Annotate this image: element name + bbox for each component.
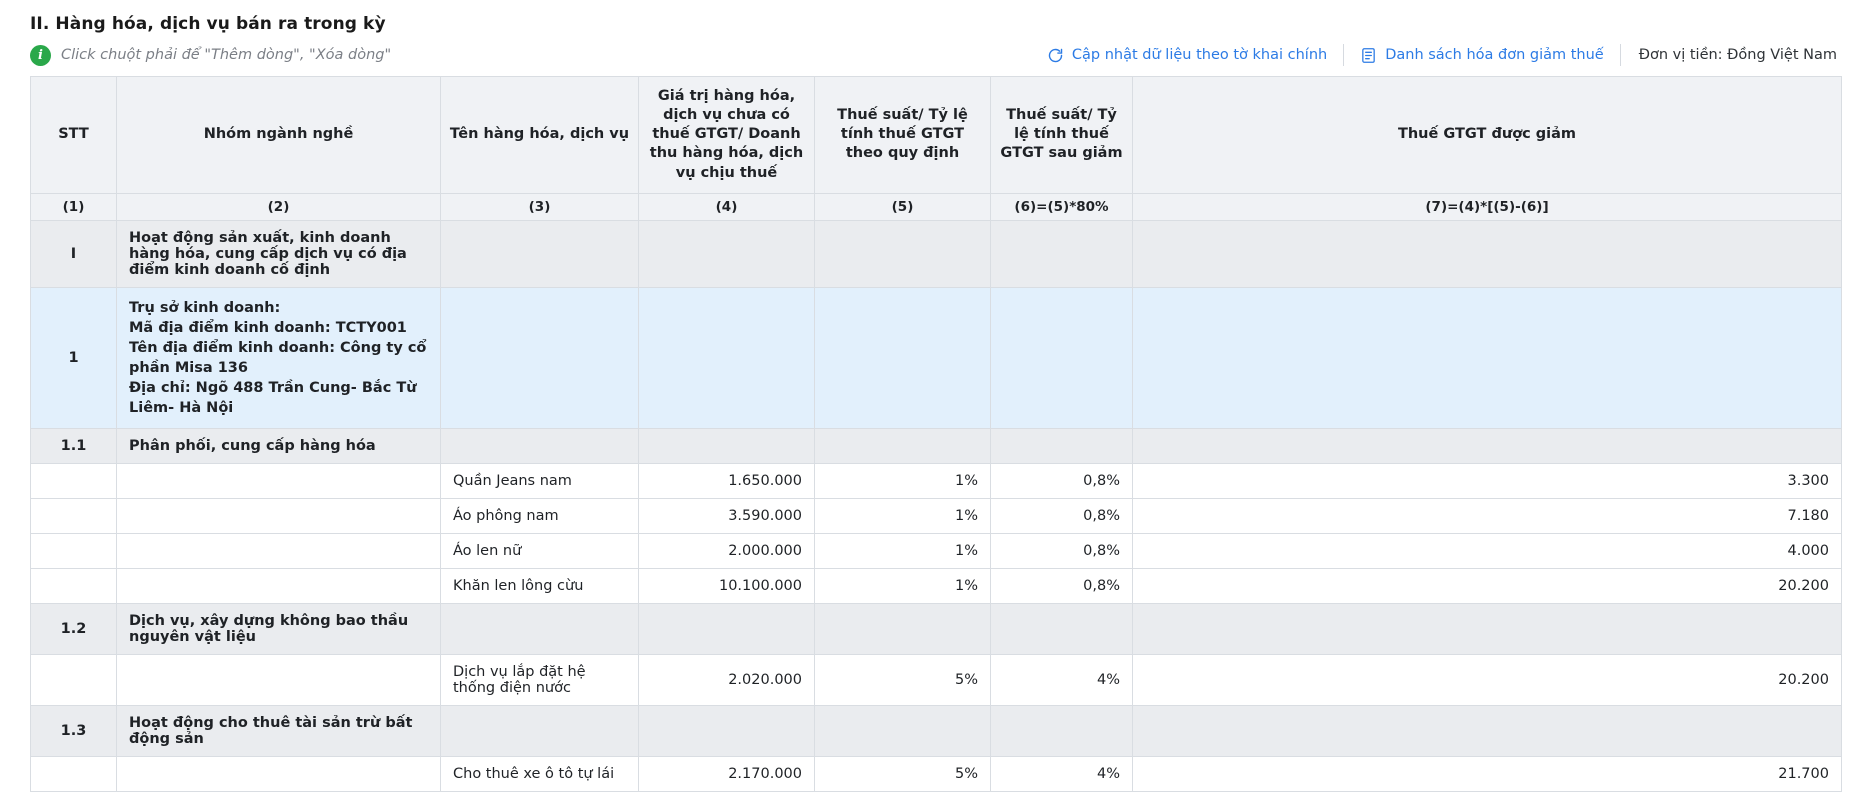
- page-title: II. Hàng hóa, dịch vụ bán ra trong kỳ: [30, 14, 386, 34]
- cell-ten-hang-hoa[interactable]: Khăn len lông cừu: [441, 568, 639, 603]
- cell-gia-tri[interactable]: 3.590.000: [639, 498, 815, 533]
- cell-nganh-nghe[interactable]: [117, 756, 441, 791]
- cell-gia-tri[interactable]: [639, 603, 815, 654]
- refresh-icon: [1047, 47, 1064, 64]
- currency-unit-label: Đơn vị tiền: Đồng Việt Nam: [1638, 47, 1837, 63]
- refresh-data-button[interactable]: [1031, 47, 1343, 64]
- colnum-6: (6)=(5)*80%: [991, 193, 1133, 220]
- col-header-thue-suat-quy-dinh: Thuế suất/ Tỷ lệ tính thuế GTGT theo quy định: [815, 77, 991, 194]
- hint-block: [30, 45, 391, 66]
- table-row[interactable]: [31, 498, 1842, 533]
- cell-thue-gtgt-duoc-giam[interactable]: [1133, 603, 1842, 654]
- cell-thue-suat-sau-giam[interactable]: 0,8%: [991, 498, 1133, 533]
- toolbar-actions: [1031, 44, 1837, 66]
- cell-thue-suat-quy-dinh[interactable]: 1%: [815, 498, 991, 533]
- cell-stt[interactable]: 1.2: [31, 603, 117, 654]
- cell-thue-suat-quy-dinh[interactable]: 5%: [815, 756, 991, 791]
- col-header-gia-tri: Giá trị hàng hóa, dịch vụ chưa có thuế GTGT/ Doanh thu hàng hóa, dịch vụ chịu thuế: [639, 77, 815, 194]
- cell-thue-gtgt-duoc-giam[interactable]: 20.200: [1133, 654, 1842, 705]
- cell-nganh-nghe[interactable]: [117, 463, 441, 498]
- cell-stt[interactable]: [31, 533, 117, 568]
- invoice-list-button[interactable]: [1344, 47, 1620, 64]
- toolbar: [0, 40, 1863, 76]
- cell-thue-gtgt-duoc-giam[interactable]: 20.200: [1133, 568, 1842, 603]
- cell-nganh-nghe[interactable]: [117, 533, 441, 568]
- cell-thue-suat-sau-giam[interactable]: [991, 287, 1133, 428]
- table-row[interactable]: [31, 603, 1842, 654]
- cell-ten-hang-hoa[interactable]: Quần Jeans nam: [441, 463, 639, 498]
- cell-thue-gtgt-duoc-giam[interactable]: [1133, 705, 1842, 756]
- cell-thue-suat-quy-dinh[interactable]: [815, 705, 991, 756]
- cell-thue-suat-quy-dinh[interactable]: 1%: [815, 463, 991, 498]
- table-body: [31, 193, 1842, 791]
- cell-stt[interactable]: 1.1: [31, 428, 117, 463]
- invoice-list-label: Danh sách hóa đơn giảm thuế: [1385, 47, 1604, 63]
- table-header: [31, 77, 1842, 194]
- col-header-nganh-nghe: Nhóm ngành nghề: [117, 77, 441, 194]
- cell-thue-suat-quy-dinh[interactable]: [815, 287, 991, 428]
- cell-gia-tri[interactable]: 2.000.000: [639, 533, 815, 568]
- cell-ten-hang-hoa[interactable]: Dịch vụ lắp đặt hệ thống điện nước: [441, 654, 639, 705]
- table-row[interactable]: [31, 654, 1842, 705]
- table-row[interactable]: [31, 533, 1842, 568]
- refresh-data-label: Cập nhật dữ liệu theo tờ khai chính: [1071, 47, 1328, 63]
- cell-nganh-nghe[interactable]: [117, 498, 441, 533]
- cell-gia-tri[interactable]: [639, 428, 815, 463]
- cell-stt[interactable]: 1.3: [31, 705, 117, 756]
- cell-ten-hang-hoa[interactable]: Cho thuê xe ô tô tự lái: [441, 756, 639, 791]
- table-row[interactable]: [31, 756, 1842, 791]
- cell-ten-hang-hoa[interactable]: [441, 603, 639, 654]
- cell-nganh-nghe[interactable]: Hoạt động cho thuê tài sản trừ bất động sản: [117, 705, 441, 756]
- colnum-5: (5): [815, 193, 991, 220]
- cell-ten-hang-hoa[interactable]: [441, 220, 639, 287]
- cell-ten-hang-hoa[interactable]: [441, 705, 639, 756]
- hint-text: Click chuột phải để "Thêm dòng", "Xóa dòng": [61, 47, 392, 63]
- col-header-ten-hang-hoa: Tên hàng hóa, dịch vụ: [441, 77, 639, 194]
- cell-thue-gtgt-duoc-giam[interactable]: 3.300: [1133, 463, 1842, 498]
- cell-thue-suat-sau-giam[interactable]: [991, 705, 1133, 756]
- cell-thue-gtgt-duoc-giam[interactable]: [1133, 287, 1842, 428]
- cell-nganh-nghe[interactable]: [117, 568, 441, 603]
- cell-nganh-nghe[interactable]: Hoạt động sản xuất, kinh doanh hàng hóa, cung cấp dịch vụ có địa điểm kinh doanh cố định: [117, 220, 441, 287]
- colnum-4: (4): [639, 193, 815, 220]
- cell-thue-gtgt-duoc-giam[interactable]: [1133, 220, 1842, 287]
- table-header-row: [31, 77, 1842, 194]
- cell-thue-suat-quy-dinh[interactable]: 1%: [815, 568, 991, 603]
- cell-gia-tri[interactable]: 1.650.000: [639, 463, 815, 498]
- cell-stt[interactable]: [31, 568, 117, 603]
- cell-ten-hang-hoa[interactable]: Áo phông nam: [441, 498, 639, 533]
- cell-thue-suat-sau-giam[interactable]: [991, 220, 1133, 287]
- cell-thue-gtgt-duoc-giam[interactable]: [1133, 428, 1842, 463]
- cell-thue-gtgt-duoc-giam[interactable]: 21.700: [1133, 756, 1842, 791]
- cell-gia-tri[interactable]: [639, 287, 815, 428]
- cell-thue-suat-sau-giam[interactable]: [991, 428, 1133, 463]
- cell-thue-suat-sau-giam[interactable]: [991, 603, 1133, 654]
- colnum-2: (2): [117, 193, 441, 220]
- table-row[interactable]: [31, 287, 1842, 428]
- cell-ten-hang-hoa[interactable]: [441, 428, 639, 463]
- col-header-thue-suat-sau-giam: Thuế suất/ Tỷ lệ tính thuế GTGT sau giảm: [991, 77, 1133, 194]
- cell-thue-suat-quy-dinh[interactable]: 5%: [815, 654, 991, 705]
- cell-gia-tri[interactable]: 10.100.000: [639, 568, 815, 603]
- cell-gia-tri[interactable]: 2.020.000: [639, 654, 815, 705]
- cell-thue-suat-sau-giam[interactable]: 0,8%: [991, 533, 1133, 568]
- table-row[interactable]: [31, 568, 1842, 603]
- cell-gia-tri[interactable]: [639, 705, 815, 756]
- info-icon: i: [30, 45, 51, 66]
- cell-thue-suat-sau-giam[interactable]: 0,8%: [991, 568, 1133, 603]
- goods-services-table: [30, 76, 1842, 792]
- cell-stt[interactable]: [31, 756, 117, 791]
- col-header-stt: STT: [31, 77, 117, 194]
- cell-thue-suat-quy-dinh[interactable]: [815, 428, 991, 463]
- cell-thue-suat-quy-dinh[interactable]: 1%: [815, 533, 991, 568]
- column-number-row: [31, 193, 1842, 220]
- cell-nganh-nghe[interactable]: [117, 654, 441, 705]
- cell-stt[interactable]: [31, 654, 117, 705]
- table-row[interactable]: [31, 705, 1842, 756]
- cell-thue-suat-quy-dinh[interactable]: [815, 603, 991, 654]
- cell-gia-tri[interactable]: [639, 220, 815, 287]
- cell-thue-suat-sau-giam[interactable]: 4%: [991, 756, 1133, 791]
- document-list-icon: [1360, 47, 1377, 64]
- cell-stt[interactable]: [31, 498, 117, 533]
- table-row[interactable]: [31, 220, 1842, 287]
- table-row[interactable]: [31, 428, 1842, 463]
- cell-nganh-nghe[interactable]: Phân phối, cung cấp hàng hóa: [117, 428, 441, 463]
- colnum-7: (7)=(4)*[(5)-(6)]: [1133, 193, 1842, 220]
- cell-ten-hang-hoa[interactable]: Áo len nữ: [441, 533, 639, 568]
- cell-stt[interactable]: I: [31, 220, 117, 287]
- cell-nganh-nghe[interactable]: Trụ sở kinh doanh: Mã địa điểm kinh doanh: TCTY001 Tên địa điểm kinh doanh: Công ty cổ phần Misa 136 Địa chỉ: Ngõ 488 Trần Cung- Bắc Từ Liêm- Hà Nội: [117, 287, 441, 428]
- cell-thue-suat-sau-giam[interactable]: 0,8%: [991, 463, 1133, 498]
- cell-gia-tri[interactable]: 2.170.000: [639, 756, 815, 791]
- cell-stt[interactable]: [31, 463, 117, 498]
- cell-thue-suat-sau-giam[interactable]: 4%: [991, 654, 1133, 705]
- cell-stt[interactable]: 1: [31, 287, 117, 428]
- cell-thue-suat-quy-dinh[interactable]: [815, 220, 991, 287]
- cell-ten-hang-hoa[interactable]: [441, 287, 639, 428]
- table-row[interactable]: [31, 463, 1842, 498]
- cell-nganh-nghe[interactable]: Dịch vụ, xây dựng không bao thầu nguyên vật liệu: [117, 603, 441, 654]
- colnum-3: (3): [441, 193, 639, 220]
- cell-thue-gtgt-duoc-giam[interactable]: 4.000: [1133, 533, 1842, 568]
- cell-thue-gtgt-duoc-giam[interactable]: 7.180: [1133, 498, 1842, 533]
- colnum-1: (1): [31, 193, 117, 220]
- col-header-thue-gtgt-duoc-giam: Thuế GTGT được giảm: [1133, 77, 1842, 194]
